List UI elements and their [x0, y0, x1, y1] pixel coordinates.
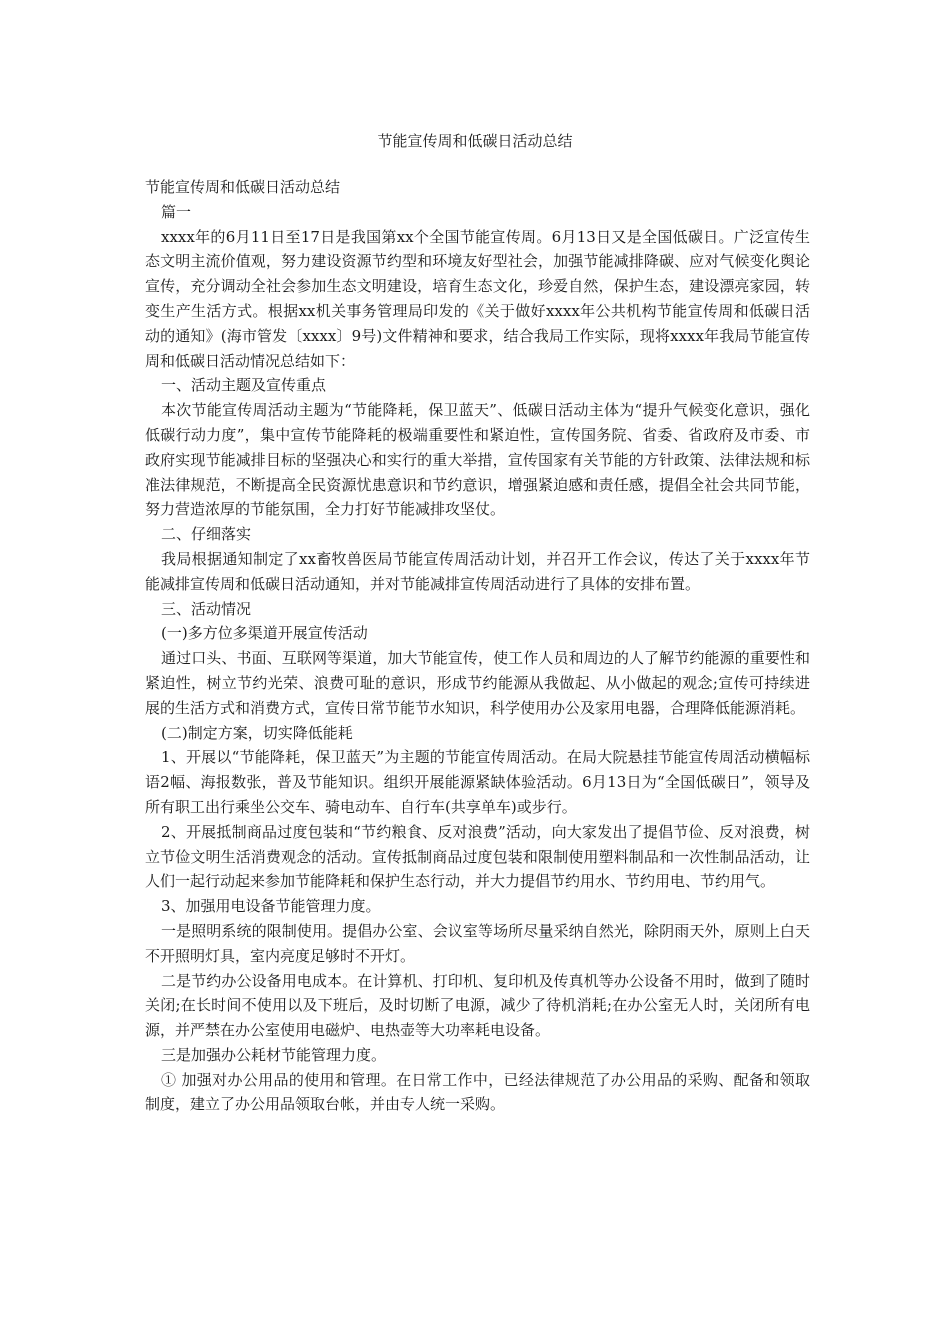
- document-body: [145, 175, 810, 1117]
- document-title: 节能宣传周和低碳日活动总结: [377, 132, 573, 150]
- paragraph: ① 加强对办公用品的使用和管理。在日常工作中，已经法律规范了办公用品的采购、配备和领取制度，建立了办公用品领取台帐，并由专人统一采购。: [145, 1070, 810, 1114]
- paragraph: xxxx年的6月11日至17日是我国第xx个全国节能宣传周。6月13日又是全国低碳日。广泛宣传生态文明主流价值观，努力建设资源节约型和环境友好型社会，加强节能减排降碳、应对气候变化舆论宣传，充分调动全社会参加生态文明建设，培育生态文化，珍爱自然，保护生态，建设漂亮家园，转变生产生活方式。根据xx机关事务管理局印发的《关于做好xxxx年公共机构节能宣传周和低碳日活动的通知》(海市管发〔xxxx〕9号)文件精神和要求，结合我局工作实际，现将xxxx年我局节能宣传周和低碳日活动情况总结如下：: [145, 227, 810, 370]
- paragraph: 一是照明系统的限制使用。提倡办公室、会议室等场所尽量采纳自然光，除阴雨天外，原则上白天不开照明灯具，室内亮度足够时不开灯。: [145, 921, 810, 965]
- heading-3: 三、活动情况: [161, 599, 252, 618]
- paragraph: 1、开展以“节能降耗，保卫蓝天”为主题的节能宣传周活动。在局大院悬挂节能宣传周活动横幅标语2幅、海报数张，普及节能知识。组织开展能源紧缺体验活动。6月13日为“全国低碳日”，领导及所有职工出行乘坐公交车、骑电动车、自行车(共享单车)或步行。: [145, 748, 810, 816]
- paragraph: 2、开展抵制商品过度包装和“节约粮食、反对浪费”活动，向大家发出了提倡节俭、反对浪费，树立节俭文明生活消费观念的活动。宣传抵制商品过度包装和限制使用塑料制品和一次性制品活动，让人们一起行动起来参加节能降耗和保护生态行动，并大力提倡节约用水、节约用电、节约用气。: [145, 822, 810, 891]
- paragraph: 本次节能宣传周活动主题为“节能降耗，保卫蓝天”、低碳日活动主体为“提升气候变化意识，强化低碳行动力度”，集中宣传节能降耗的极端重要性和紧迫性，宣传国务院、省委、省政府及市委、市政府实现节能减排目标的坚强决心和实行的重大举措，宣传国家有关节能的方针政策、法律法规和标准法律规范，不断提高全民资源忧患意识和节约意识，增强紧迫感和责任感，提倡全社会共同节能，努力营造浓厚的节能氛围，全力打好节能减排攻坚仗。: [145, 401, 810, 519]
- paragraph: 我局根据通知制定了xx畜牧兽医局节能宣传周活动计划，并召开工作会议，传达了关于xxxx年节能减排宣传周和低碳日活动通知，并对节能减排宣传周活动进行了具体的安排布置。: [145, 549, 810, 593]
- paragraph: 3、加强用电设备节能管理力度。: [161, 897, 381, 916]
- heading-2: 二、仔细落实: [161, 525, 252, 544]
- subheading-2: (二)制定方案，切实降低能耗: [161, 723, 353, 742]
- subheading-1: (一)多方位多渠道开展宣传活动: [161, 624, 368, 643]
- section-label: 篇一: [161, 202, 192, 221]
- paragraph: 通过口头、书面、互联网等渠道，加大节能宣传，使工作人员和周边的人了解节约能源的重要性和紧迫性，树立节约光荣、浪费可耻的意识，形成节约能源从我做起、从小做起的观念;宣传可持续进展的生活方式和消费方式，宣传日常节能节水知识，科学使用办公及家用电器，合理降低能源消耗。: [145, 649, 810, 717]
- paragraph: 二是节约办公设备用电成本。在计算机、打印机、复印机及传真机等办公设备不用时，做到了随时关闭;在长时间不使用以及下班后，及时切断了电源，减少了待机消耗;在办公室无人时，关闭所有电源，并严禁在办公室使用电磁炉、电热壶等大功率耗电设备。: [145, 971, 810, 1040]
- document-subtitle: 节能宣传周和低碳日活动总结: [145, 178, 341, 196]
- paragraph: 三是加强办公耗材节能管理力度。: [161, 1045, 387, 1064]
- heading-1: 一、活动主题及宣传重点: [161, 376, 327, 395]
